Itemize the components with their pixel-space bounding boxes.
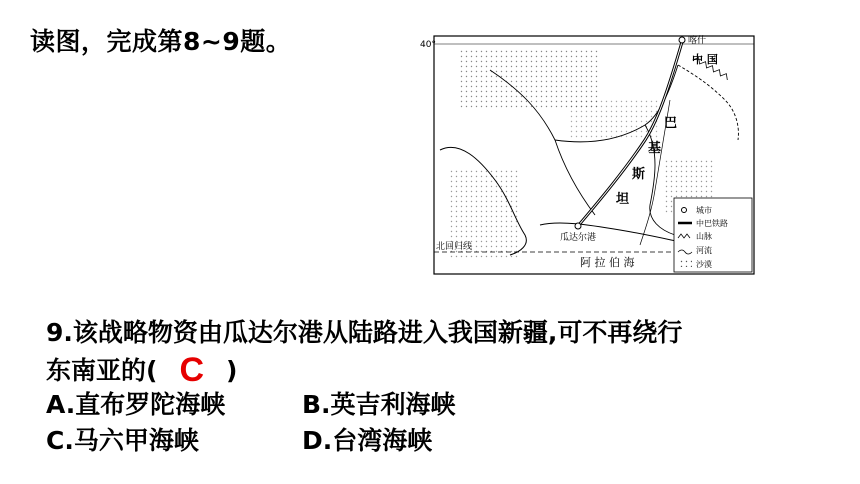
option-d: D.台湾海峡 xyxy=(302,426,433,455)
pakistan-label-2: 基 xyxy=(648,141,662,156)
tropic-label: 北回归线 xyxy=(436,242,473,252)
legend-desert-icon xyxy=(678,260,692,267)
gwadar-city-marker xyxy=(575,223,581,229)
question-suffix: ) xyxy=(226,356,238,385)
legend-river-label: 河流 xyxy=(696,246,712,255)
desert-area xyxy=(570,100,660,140)
pakistan-label-4: 坦 xyxy=(616,192,630,207)
legend-city-icon xyxy=(682,208,687,213)
question-prefix: 东南亚的( xyxy=(46,356,158,385)
legend-city-label: 城市 xyxy=(696,206,712,215)
gwadar-label: 瓜达尔港 xyxy=(560,233,597,243)
arabian-sea-label: 阿 拉 伯 海 xyxy=(580,256,635,269)
latitude-label: 40° xyxy=(420,40,436,50)
option-a: A.直布罗陀海峡 xyxy=(46,390,226,419)
kashgar-city-marker xyxy=(679,37,685,43)
question-line-2 xyxy=(46,349,237,388)
map-figure xyxy=(420,30,758,280)
pakistan-label-1: 巴 xyxy=(664,116,678,131)
kashgar-label: 喀什 xyxy=(688,36,707,46)
pakistan-label-3: 斯 xyxy=(632,167,646,182)
answer-mark: C xyxy=(179,351,204,389)
intro-text: 读图，完成第8~9题。 xyxy=(30,27,292,56)
option-b: B.英吉利海峡 xyxy=(302,390,456,419)
china-label: 中 国 xyxy=(692,53,718,66)
option-c: C.马六甲海峡 xyxy=(46,426,199,455)
legend-mountain-label: 山脉 xyxy=(696,232,712,241)
question-line-1: 9.该战略物资由瓜达尔港从陆路进入我国新疆,可不再绕行 xyxy=(46,318,683,347)
legend-desert-label: 沙漠 xyxy=(696,260,712,269)
legend-railway-label: 中巴铁路 xyxy=(696,219,728,228)
